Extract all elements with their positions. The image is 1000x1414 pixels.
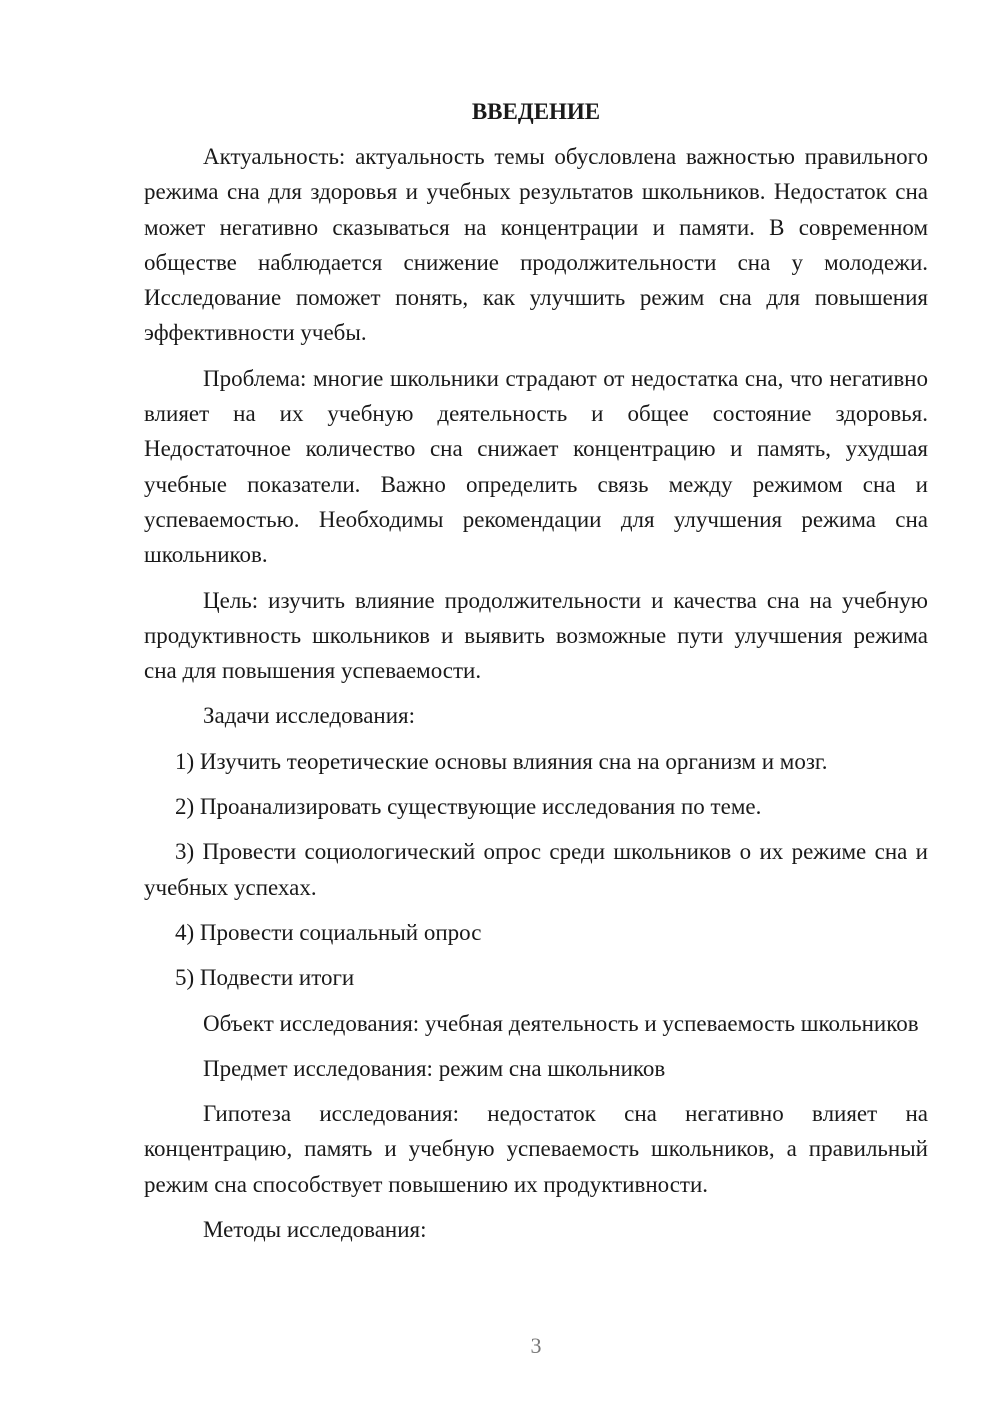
page-body <box>144 95 928 1257</box>
task-item: 2) Проанализировать существующие исследования по теме. <box>175 794 762 820</box>
object-paragraph: Объект исследования: учебная деятельность и успеваемость школьников <box>203 1010 919 1036</box>
relevance-paragraph: Актуальность: актуальность темы обусловлена важностью правильного режима сна для здоровья и учебных результатов школьников. Недостаток сна может негативно сказываться на концентрации и памяти. В современном обществе наблюдается снижение продолжительности сна у молодежи. Исследование поможет понять, как улучшить режим сна для повышения эффективности учебы. <box>144 144 928 346</box>
task-item: 5) Подвести итоги <box>175 965 355 991</box>
problem-paragraph: Проблема: многие школьники страдают от недостатка сна, что негативно влияет на их учебную деятельность и общее состояние здоровья. Недостаточное количество сна снижает концентрацию и память, ухудшая учебные показатели. Важно определить связь между режимом сна и успеваемостью. Необходимы рекомендации для улучшения режима сна школьников. <box>144 365 928 568</box>
page-number: 3 <box>530 1333 542 1358</box>
task-item: 1) Изучить теоретические основы влияния сна на организм и мозг. <box>175 748 828 774</box>
subject-paragraph: Предмет исследования: режим сна школьников <box>203 1055 666 1081</box>
goal-paragraph: Цель: изучить влияние продолжительности и качества сна на учебную продуктивность школьников и выявить возможные пути улучшения режима сна для повышения успеваемости. <box>144 587 928 684</box>
methods-heading: Методы исследования: <box>203 1217 427 1243</box>
task-item: 4) Провести социальный опрос <box>175 919 482 945</box>
section-title: ВВЕДЕНИЕ <box>471 99 601 124</box>
tasks-heading: Задачи исследования: <box>203 703 416 729</box>
hypothesis-paragraph: Гипотеза исследования: недостаток сна негативно влияет на концентрацию, память и учебную успеваемость школьников, а правильный режим сна способствует повышению их продуктивности. <box>144 1101 928 1197</box>
task-item: 3) Провести социологический опрос среди школьников о их режиме сна и учебных успехах. <box>144 839 928 900</box>
